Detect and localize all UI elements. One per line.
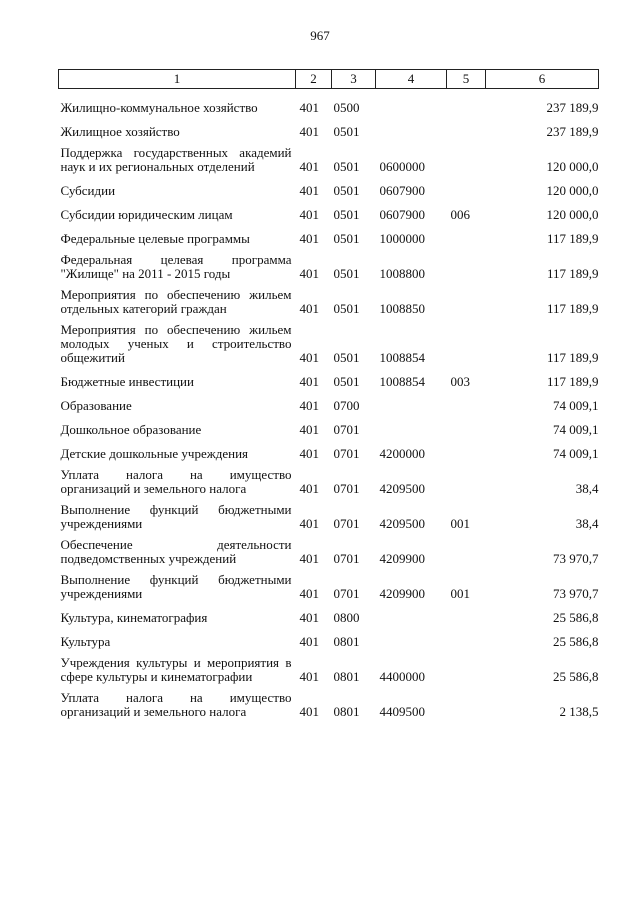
table-row [59, 500, 599, 535]
row-section-code: 0501 [333, 207, 360, 222]
row-ministry-code: 401 [299, 301, 319, 316]
table-header [59, 70, 599, 89]
row-ministry-code: 401 [299, 516, 319, 531]
row-section-code: 0700 [333, 398, 360, 413]
row-amount: 237 189,9 [546, 124, 599, 139]
row-name: Обеспечение деятельности подведомственных учреждений [60, 537, 292, 566]
row-target-article-code: 4400000 [379, 669, 425, 684]
row-amount: 120 000,0 [546, 183, 599, 198]
row-amount: 74 009,1 [553, 398, 599, 413]
row-target-article-code [376, 95, 447, 119]
row-name: Учреждения культуры и мероприятия в сфере культуры и кинематографии [60, 655, 292, 684]
row-target-article-code: 1008854 [379, 374, 425, 389]
row-target-article-code [376, 119, 447, 143]
row-amount: 74 009,1 [553, 446, 599, 461]
table-row [59, 95, 599, 119]
table-row [59, 226, 599, 250]
row-ministry-code: 401 [299, 266, 319, 281]
row-expense-type-code [447, 653, 486, 688]
header-col-6: 6 [486, 70, 599, 89]
row-name: Культура, кинематография [60, 610, 208, 625]
row-section-code: 0701 [333, 586, 360, 601]
budget-table [58, 69, 599, 723]
row-ministry-code: 401 [299, 159, 319, 174]
table-row [59, 202, 599, 226]
row-section-code: 0701 [333, 446, 360, 461]
row-expense-type-code [447, 95, 486, 119]
row-section-code: 0801 [333, 704, 360, 719]
row-expense-type-code [447, 285, 486, 320]
row-name: Субсидии [60, 183, 116, 198]
row-amount: 117 189,9 [546, 231, 599, 246]
row-ministry-code: 401 [299, 207, 319, 222]
row-section-code: 0701 [333, 422, 360, 437]
row-name: Выполнение функций бюджетными учреждениями [60, 502, 292, 531]
row-section-code: 0701 [333, 551, 360, 566]
row-amount: 120 000,0 [546, 159, 599, 174]
row-section-code: 0800 [333, 610, 360, 625]
row-amount: 117 189,9 [546, 301, 599, 316]
table-row [59, 119, 599, 143]
table-row [59, 285, 599, 320]
row-name: Мероприятия по обеспечению жильем отдельных категорий граждан [60, 287, 292, 316]
row-name: Уплата налога на имущество организаций и земельного налога [60, 690, 292, 719]
row-ministry-code: 401 [299, 446, 319, 461]
row-amount: 117 189,9 [546, 266, 599, 281]
row-target-article-code [376, 393, 447, 417]
row-expense-type-code [447, 465, 486, 500]
row-target-article-code: 4209900 [379, 586, 425, 601]
row-expense-type-code: 006 [450, 207, 470, 222]
row-amount: 25 586,8 [553, 610, 599, 625]
row-target-article-code: 4409500 [379, 704, 425, 719]
row-expense-type-code [447, 250, 486, 285]
row-amount: 25 586,8 [553, 669, 599, 684]
table-row [59, 605, 599, 629]
row-target-article-code: 1008854 [379, 350, 425, 365]
table-row [59, 250, 599, 285]
row-target-article-code: 1008800 [379, 266, 425, 281]
row-amount: 2 138,5 [559, 704, 599, 719]
row-target-article-code: 4209500 [379, 481, 425, 496]
header-col-4: 4 [376, 70, 447, 89]
table-row [59, 465, 599, 500]
row-ministry-code: 401 [299, 183, 319, 198]
header-col-3: 3 [332, 70, 376, 89]
row-name: Мероприятия по обеспечению жильем молодых ученых и строительство общежитий [60, 322, 292, 365]
table-row [59, 417, 599, 441]
row-expense-type-code [447, 535, 486, 570]
row-section-code: 0701 [333, 516, 360, 531]
table-body [59, 89, 599, 724]
row-name: Бюджетные инвестиции [60, 374, 194, 389]
table-row [59, 320, 599, 369]
row-expense-type-code [447, 688, 486, 723]
header-col-5: 5 [447, 70, 486, 89]
row-ministry-code: 401 [299, 481, 319, 496]
row-amount: 117 189,9 [546, 374, 599, 389]
table-row [59, 369, 599, 393]
row-amount: 237 189,9 [546, 100, 599, 115]
row-name: Федеральная целевая программа "Жилище" на 2011 - 2015 годы [60, 252, 292, 281]
row-expense-type-code [447, 178, 486, 202]
table-row [59, 178, 599, 202]
row-expense-type-code [447, 320, 486, 369]
row-amount: 25 586,8 [553, 634, 599, 649]
page-number: 967 [310, 28, 330, 43]
row-ministry-code: 401 [299, 100, 319, 115]
row-expense-type-code: 001 [450, 516, 470, 531]
row-section-code: 0501 [333, 266, 360, 281]
row-amount: 38,4 [575, 481, 599, 496]
row-target-article-code: 0607900 [379, 183, 425, 198]
row-expense-type-code: 003 [450, 374, 470, 389]
row-target-article-code [376, 417, 447, 441]
row-ministry-code: 401 [299, 350, 319, 365]
row-section-code: 0500 [333, 100, 360, 115]
row-name: Детские дошкольные учреждения [60, 446, 249, 461]
row-ministry-code: 401 [299, 634, 319, 649]
row-section-code: 0801 [333, 634, 360, 649]
row-section-code: 0501 [333, 350, 360, 365]
row-expense-type-code [447, 119, 486, 143]
row-name: Поддержка государственных академий наук и их региональных отделений [60, 145, 292, 174]
row-ministry-code: 401 [299, 704, 319, 719]
table-row [59, 535, 599, 570]
row-ministry-code: 401 [299, 586, 319, 601]
row-target-article-code: 4209500 [379, 516, 425, 531]
row-section-code: 0501 [333, 183, 360, 198]
row-expense-type-code [447, 143, 486, 178]
row-amount: 120 000,0 [546, 207, 599, 222]
row-ministry-code: 401 [299, 610, 319, 625]
row-expense-type-code [447, 393, 486, 417]
row-name: Жилищное хозяйство [60, 124, 180, 139]
row-target-article-code: 0607900 [379, 207, 425, 222]
row-name: Образование [60, 398, 132, 413]
row-expense-type-code [447, 629, 486, 653]
row-ministry-code: 401 [299, 398, 319, 413]
row-section-code: 0501 [333, 159, 360, 174]
header-col-1: 1 [59, 70, 296, 89]
row-name: Культура [60, 634, 111, 649]
row-target-article-code: 4200000 [379, 446, 425, 461]
row-ministry-code: 401 [299, 231, 319, 246]
row-amount: 73 970,7 [553, 586, 599, 601]
row-ministry-code: 401 [299, 669, 319, 684]
table-row [59, 688, 599, 723]
row-section-code: 0501 [333, 374, 360, 389]
row-target-article-code: 0600000 [379, 159, 425, 174]
row-target-article-code: 1008850 [379, 301, 425, 316]
row-expense-type-code: 001 [450, 586, 470, 601]
row-expense-type-code [447, 226, 486, 250]
table-row [59, 393, 599, 417]
row-name: Дошкольное образование [60, 422, 202, 437]
row-ministry-code: 401 [299, 422, 319, 437]
row-amount: 38,4 [575, 516, 599, 531]
row-name: Федеральные целевые программы [60, 231, 250, 246]
table-row [59, 653, 599, 688]
table-row [59, 441, 599, 465]
row-target-article-code: 1000000 [379, 231, 425, 246]
row-target-article-code [376, 605, 447, 629]
row-name: Субсидии юридическим лицам [60, 207, 233, 222]
row-expense-type-code [447, 417, 486, 441]
row-name: Уплата налога на имущество организаций и земельного налога [60, 467, 292, 496]
row-amount: 74 009,1 [553, 422, 599, 437]
row-section-code: 0801 [333, 669, 360, 684]
row-section-code: 0501 [333, 124, 360, 139]
row-section-code: 0501 [333, 301, 360, 316]
row-ministry-code: 401 [299, 551, 319, 566]
row-ministry-code: 401 [299, 374, 319, 389]
row-name: Выполнение функций бюджетными учреждениями [60, 572, 292, 601]
header-col-2: 2 [296, 70, 332, 89]
row-expense-type-code [447, 441, 486, 465]
row-name: Жилищно-коммунальное хозяйство [60, 100, 258, 115]
table-row [59, 143, 599, 178]
row-ministry-code: 401 [299, 124, 319, 139]
table-row [59, 570, 599, 605]
table-row [59, 629, 599, 653]
row-section-code: 0501 [333, 231, 360, 246]
row-target-article-code [376, 629, 447, 653]
row-target-article-code: 4209900 [379, 551, 425, 566]
row-amount: 117 189,9 [546, 350, 599, 365]
row-amount: 73 970,7 [553, 551, 599, 566]
row-expense-type-code [447, 605, 486, 629]
row-section-code: 0701 [333, 481, 360, 496]
